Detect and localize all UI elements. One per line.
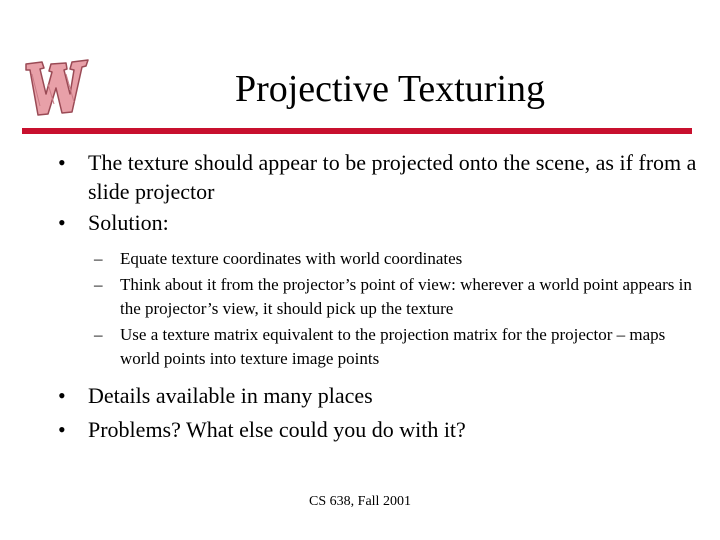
bullet-list-lower [58,381,698,444]
bullet-text: Problems? What else could you do with it? [88,417,466,442]
sub-bullet-list [58,247,698,371]
sub-bullet-text: Use a texture matrix equivalent to the projection matrix for the projector – maps world points into texture image points [120,325,666,368]
dash-marker: – [94,249,103,268]
bullet-list [58,148,698,237]
bullet-text: Details available in many places [88,383,373,408]
title-underline [22,128,692,134]
sub-bullet-item [58,247,698,271]
bullet-text: The texture should appear to be projected onto the scene, as if from a slide projector [88,150,697,204]
bullet-text: Solution: [88,210,169,235]
slide-footer: CS 638, Fall 2001 [309,494,411,509]
wisconsin-w-logo-icon [22,54,92,120]
bullet-item [58,381,698,410]
sub-bullet-item [58,323,698,371]
dash-marker: – [94,275,103,294]
sub-bullet-text: Think about it from the projector’s point of view: wherever a world point appears in the projector’s view, it should pick up the texture [120,275,692,318]
bullet-marker: • [58,417,66,442]
bullet-item [58,208,698,237]
bullet-marker: • [58,150,66,175]
bullet-marker: • [58,383,66,408]
slide-title: Projective Texturing [234,68,546,110]
dash-marker: – [94,325,103,344]
bullet-marker: • [58,210,66,235]
sub-bullet-text: Equate texture coordinates with world coordinates [120,249,463,268]
bullet-item [58,415,698,444]
bullet-item [58,148,698,206]
sub-bullet-item [58,273,698,321]
